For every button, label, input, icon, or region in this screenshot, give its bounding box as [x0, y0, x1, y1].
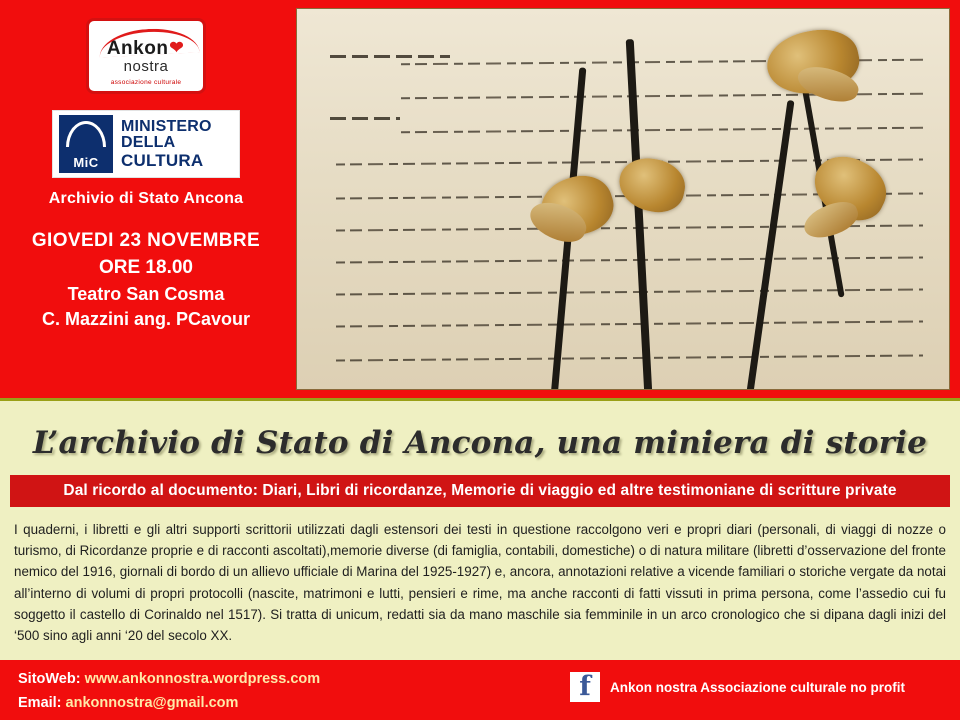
email-label: Email:: [18, 694, 62, 711]
ink-heading-2: [330, 117, 400, 120]
top-left-column: [0, 0, 292, 398]
poster-title: L’archivio di Stato di Ancona, una miniera di storie: [32, 425, 928, 461]
heart-icon: ❤: [169, 37, 185, 57]
ankon-logo-tagline: associazione culturale: [110, 79, 182, 86]
event-details: [32, 228, 260, 333]
middle-content-band: [0, 398, 960, 660]
manuscript-photo: [296, 8, 950, 390]
website-row[interactable]: [18, 668, 320, 692]
website-label: SitoWeb:: [18, 671, 81, 687]
contact-block: [18, 668, 320, 716]
event-time: ORE 18.00: [98, 256, 193, 278]
bottom-red-band: [0, 660, 960, 720]
email-row[interactable]: [18, 692, 320, 716]
ankon-logo-name: Ankon: [106, 37, 169, 59]
facebook-icon[interactable]: [570, 672, 600, 702]
facebook-label: Ankon nostra Associazione culturale no profit: [610, 680, 906, 695]
archive-label: Archivio di Stato Ancona: [48, 190, 244, 207]
ankon-nostra-logo: [86, 18, 206, 94]
website-value[interactable]: www.ankonnostra.wordpress.com: [84, 671, 321, 687]
ministry-of-culture-logo: [52, 110, 240, 178]
ministry-line-3: CULTURA: [121, 150, 204, 170]
ankon-logo-subname: nostra: [123, 57, 169, 75]
email-value[interactable]: ankonnostra@gmail.com: [65, 694, 239, 711]
mic-emblem: [59, 115, 113, 173]
ministry-line-2: DELLA: [121, 134, 176, 152]
ink-heading-1: [330, 55, 450, 58]
facebook-glyph: f: [579, 670, 591, 702]
ministry-line-1: MINISTERO: [121, 118, 212, 136]
event-venue: Teatro San Cosma: [67, 283, 225, 304]
swirl-icon: [66, 121, 106, 147]
ministry-name: [121, 119, 212, 169]
event-address: C. Mazzini ang. PCavour: [41, 309, 250, 330]
poster-body-text: I quaderni, i libretti e gli altri supporti scrittorii utilizzati dagli estensori dei testi in questione raccolgono veri e propri diari (personali, di viaggi di nozze o turismo, di Ricordanze proprie e di racconti ascoltati),memorie diverse (di famiglia, contabili, domestiche) o di natura militare (libretti d’osservazione del fronte nemico del 1916, giornali di bordo di un allievo ufficiale di Marina del 1925-1927) e, ancora, annotazioni relative a vicende familiari o storiche vergate da notai all’interno di volumi di propri protocolli (nascite, matrimoni e lutti, pensieri e rime, ma anche racconti di fatti vissuti in prima persona, come l’assedio cui fu soggetto il castello di Corinaldo nel 1517). Si tratta di unicum, redatti sia da mano maschile sia femminile in un arco cronologico che si dipana dagli inizi del ‘500 sino agli anni ‘20 del secolo XX.: [14, 522, 946, 643]
poster-subtitle-banner: Dal ricordo al documento: Diari, Libri di ricordanze, Memorie di viaggio ed altre testimoniane di scritture private: [10, 475, 950, 507]
mic-mark-text: MiC: [73, 155, 99, 170]
event-date: GIOVEDI 23 NOVEMBRE: [31, 230, 261, 251]
swoosh-icon: [98, 26, 199, 57]
